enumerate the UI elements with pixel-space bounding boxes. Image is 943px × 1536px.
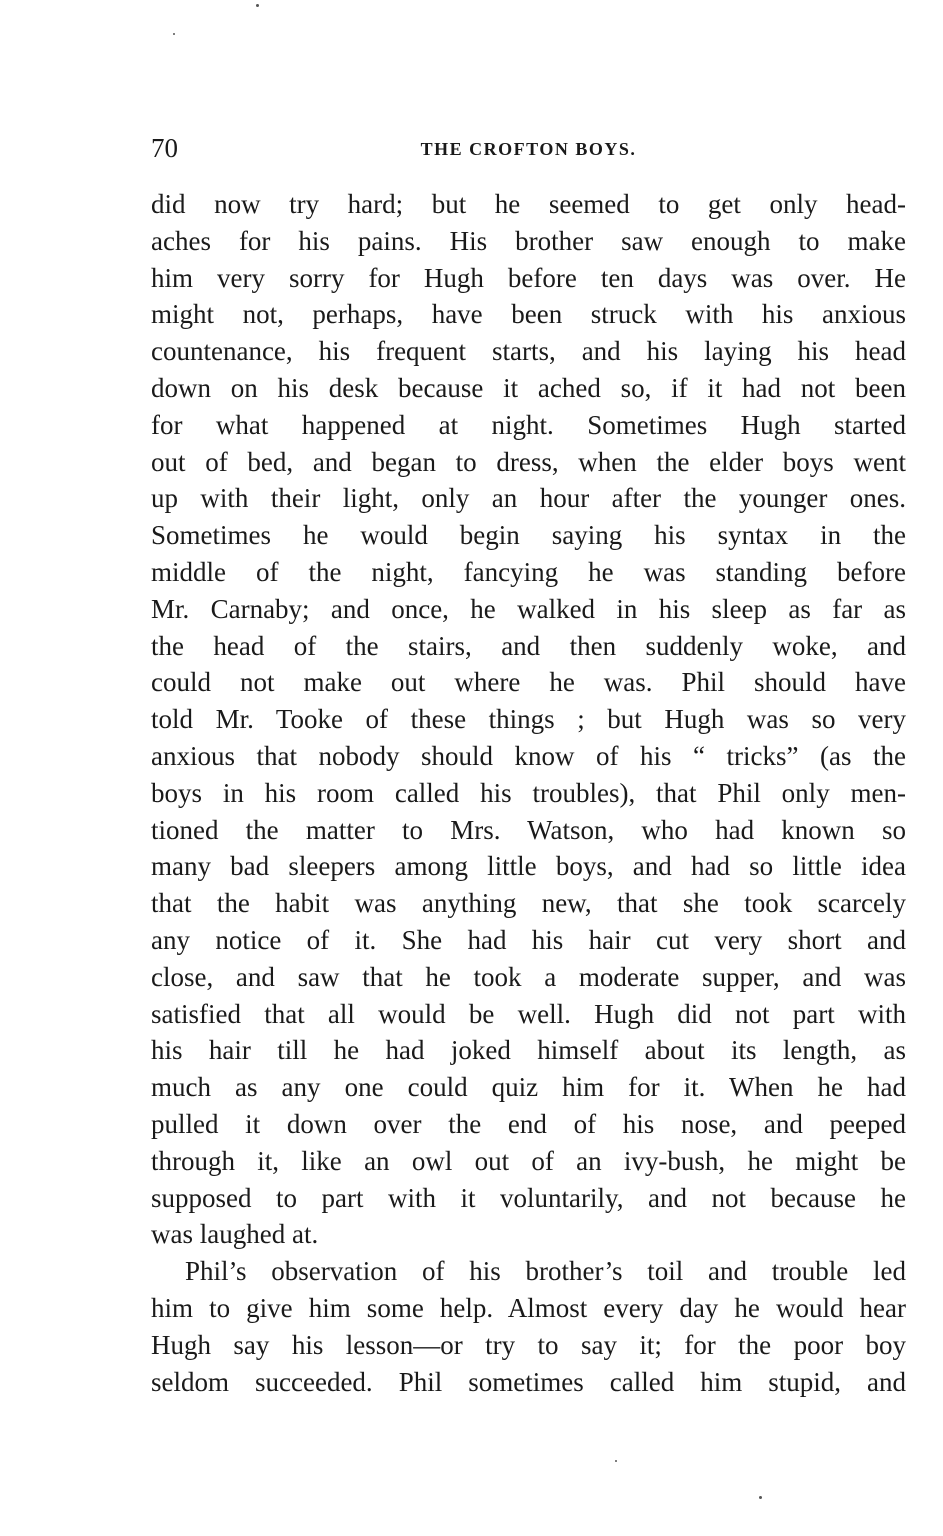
text-line: boys in his room called his troubles), that Phil only men- xyxy=(151,777,906,808)
text-line: the head of the stairs, and then suddenly woke, and xyxy=(151,630,906,661)
text-line: countenance, his frequent starts, and his laying his head xyxy=(151,336,906,367)
text-line: was laughed at. xyxy=(151,1219,319,1250)
page-number: 70 xyxy=(151,133,178,163)
text-line: his hair till he had joked himself about its length, as xyxy=(151,1035,906,1066)
text-line: down on his desk because it ached so, if it had not been xyxy=(151,372,906,403)
text-line: tioned the matter to Mrs. Watson, who had known so xyxy=(151,814,906,845)
text-line: supposed to part with it voluntarily, and not because he xyxy=(151,1182,906,1213)
text-line: any notice of it. She had his hair cut very short and xyxy=(151,924,906,955)
text-line: could not make out where he was. Phil should have xyxy=(151,667,906,698)
text-line: up with their light, only an hour after the younger ones. xyxy=(151,483,906,514)
text-line: much as any one could quiz him for it. When he had xyxy=(151,1072,906,1103)
paper-speck xyxy=(256,4,259,7)
paper-speck xyxy=(173,33,175,35)
text-line: many bad sleepers among little boys, and had so little idea xyxy=(151,851,906,882)
paragraph-2 xyxy=(151,1253,906,1400)
text-line: seldom succeeded. Phil sometimes called him stupid, and xyxy=(151,1366,906,1397)
text-line: told Mr. Tooke of these things ; but Hugh was so very xyxy=(151,704,906,735)
text-line: middle of the night, fancying he was standing before xyxy=(151,556,906,587)
text-line: out of bed, and began to dress, when the elder boys went xyxy=(151,446,906,477)
text-line: close, and saw that he took a moderate supper, and was xyxy=(151,961,906,992)
paper-speck xyxy=(615,1460,617,1462)
text-line: through it, like an owl out of an ivy-bush, he might be xyxy=(151,1145,906,1176)
running-head: THE CROFTON BOYS. xyxy=(420,139,637,159)
text-line: him to give him some help. Almost every day he would hear xyxy=(151,1292,906,1323)
body-text xyxy=(151,186,906,1400)
text-line: pulled it down over the end of his nose, and peeped xyxy=(151,1108,906,1139)
text-line: satisfied that all would be well. Hugh did not part with xyxy=(151,998,906,1029)
text-line: Hugh say his lesson—or try to say it; for the poor boy xyxy=(151,1329,906,1360)
text-line: him very sorry for Hugh before ten days was over. He xyxy=(151,262,906,293)
text-line: Mr. Carnaby; and once, he walked in his sleep as far as xyxy=(151,593,906,624)
text-line: aches for his pains. His brother saw enough to make xyxy=(151,225,906,256)
text-line: anxious that nobody should know of his “ tricks” (as the xyxy=(151,740,906,771)
text-line: might not, perhaps, have been struck with his anxious xyxy=(151,299,906,330)
text-line: Phil’s observation of his brother’s toil and trouble led xyxy=(185,1256,906,1287)
text-line: did now try hard; but he seemed to get only head- xyxy=(151,189,906,219)
text-line: for what happened at night. Sometimes Hugh started xyxy=(151,409,906,440)
paragraph-1 xyxy=(151,186,906,1253)
paper-speck xyxy=(759,1496,762,1499)
text-line: that the habit was anything new, that she took scarcely xyxy=(151,888,906,919)
page-header xyxy=(151,132,906,172)
text-line: Sometimes he would begin saying his syntax in the xyxy=(151,520,906,551)
